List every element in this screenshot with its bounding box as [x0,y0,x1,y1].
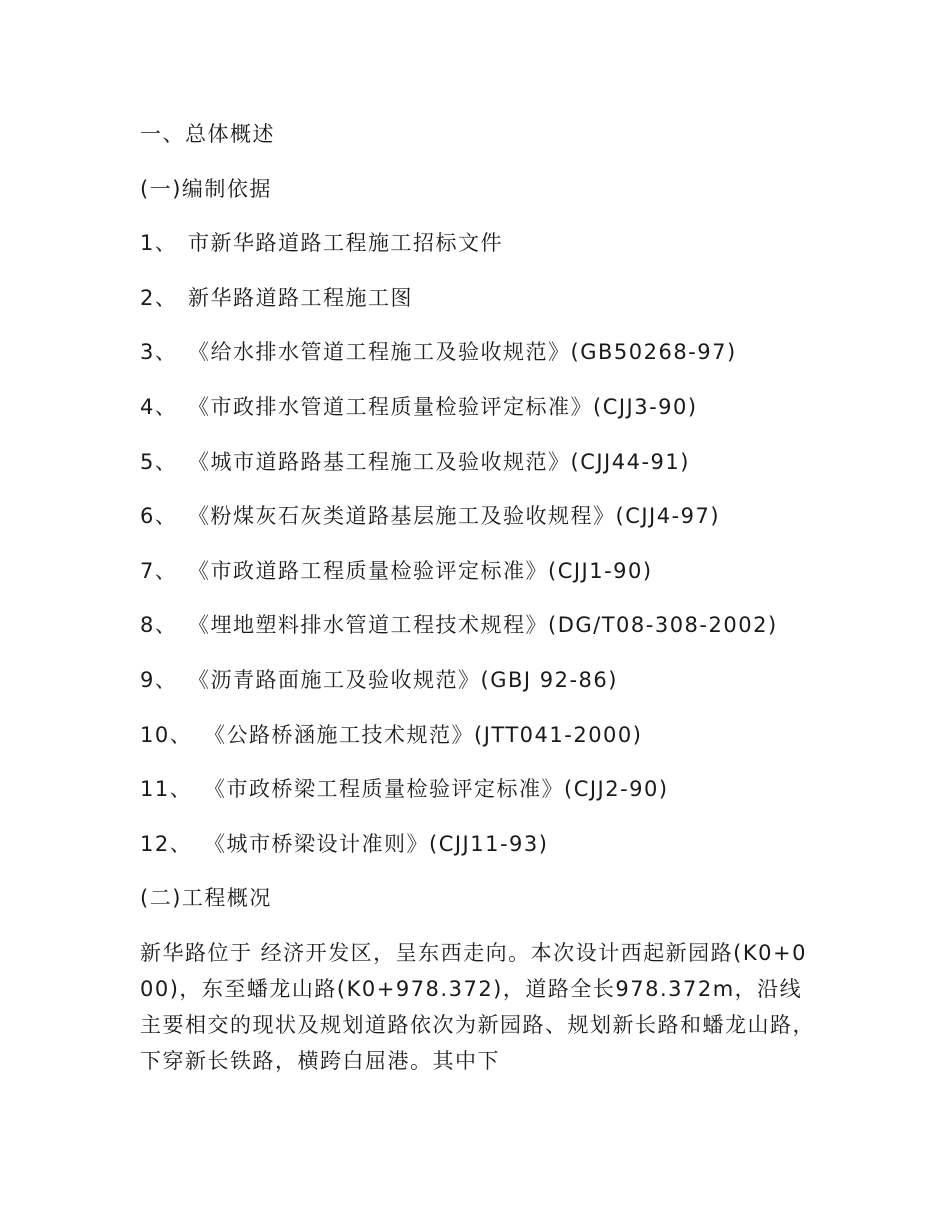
reference-item-8 [140,607,820,643]
reference-item-2 [140,280,820,316]
reference-text: 《城市道路路基工程施工及验收规范》(CJJ44-91) [188,449,690,474]
reference-number: 12、 [140,831,193,856]
reference-text: 《公路桥涵施工技术规范》(JTT041-2000) [204,722,643,747]
reference-number: 11、 [140,777,193,802]
reference-item-9 [140,662,820,698]
reference-text: 《沥青路面施工及验收规范》(GBJ 92-86) [188,667,618,692]
reference-item-6 [140,498,820,534]
reference-text: 《市政桥梁工程质量检验评定标准》(CJJ2-90) [204,777,669,802]
reference-text: 《城市桥梁设计准则》(CJJ11-93) [204,831,549,856]
reference-number: 10、 [140,722,193,747]
section-heading-overview: (二)工程概况 [140,886,272,911]
reference-text: 《市政排水管道工程质量检验评定标准》(CJJ3-90) [188,394,698,419]
reference-number: 1、 [140,231,178,256]
section-heading-basis: (一)编制依据 [140,176,272,201]
reference-item-4 [140,389,820,425]
reference-item-1 [140,225,820,261]
reference-item-11 [140,771,820,807]
reference-number: 7、 [140,558,178,583]
reference-number: 8、 [140,613,178,638]
reference-item-7 [140,553,820,589]
reference-text: 《粉煤灰石灰类道路基层施工及验收规程》(CJJ4-97) [188,504,721,529]
overview-paragraph: 新华路位于 经济开发区，呈东西走向。本次设计西起新园路(K0+000)，东至蟠龙山路(K0+978.372)，道路全长978.372m，沿线主要相交的现状及规划道路依次为新园路、规划新长路和蟠龙山路，下穿新长铁路，横跨白屈港。其中下 [140,940,815,1073]
reference-item-12 [140,826,820,862]
reference-item-5 [140,444,820,480]
reference-text: 《市政道路工程质量检验评定标准》(CJJ1-90) [188,558,653,583]
reference-item-3 [140,334,820,370]
chapter-heading: 一、总体概述 [140,122,275,146]
reference-number: 6、 [140,504,178,529]
reference-number: 9、 [140,667,178,692]
reference-item-10 [140,717,820,753]
reference-text: 市新华路道路工程施工招标文件 [188,231,503,256]
reference-text: 《给水排水管道工程施工及验收规范》(GB50268-97) [188,340,737,365]
document-body [140,116,820,1098]
reference-number: 3、 [140,340,178,365]
reference-number: 2、 [140,285,178,310]
reference-text: 《埋地塑料排水管道工程技术规程》(DG/T08-308-2002) [188,613,778,638]
reference-number: 5、 [140,449,178,474]
reference-number: 4、 [140,394,178,419]
reference-text: 新华路道路工程施工图 [188,285,413,310]
